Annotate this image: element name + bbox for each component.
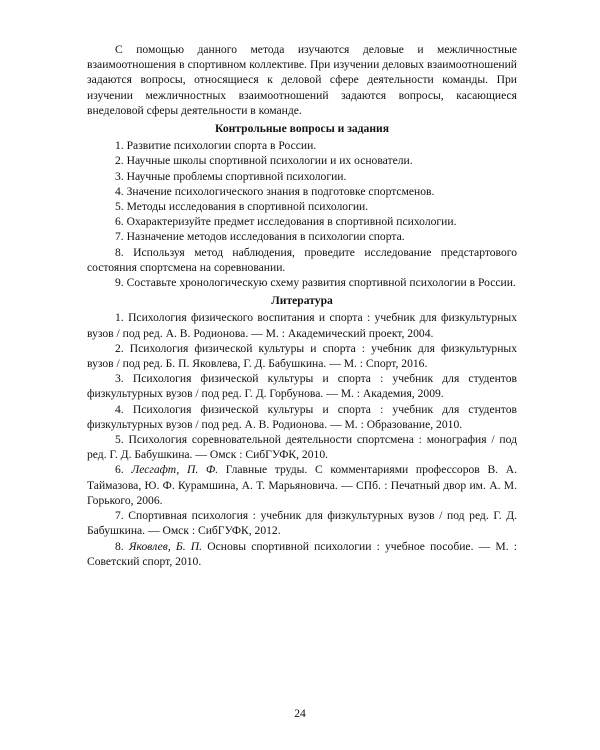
literature-text: Спортивная психология : учебник для физкультурных вузов / под ред. Г. Д. Бабушкина. — Омск : СибГУФК, 2012. [87,509,517,538]
questions-heading: Контрольные вопросы и задания [215,122,389,136]
literature-heading: Литература [271,294,333,308]
question-item: 9. Составьте хронологическую схему развития спортивной психологии в России. [115,276,516,290]
question-item: 5. Методы исследования в спортивной психологии. [115,200,369,214]
literature-list [87,310,517,568]
question-item: 4. Значение психологического знания в подготовке спортсменов. [115,184,435,198]
literature-text: Психология физического воспитания и спорта : учебник для физкультурных вузов / под ред. А. В. Родионова. — М. : Академический проект, 2004. [87,311,517,340]
literature-item [87,371,517,401]
question-item: 1. Развитие психологии спорта в России. [115,139,317,153]
literature-text: Психология соревновательной деятельности спортсмена : монография / под ред. Г. Д. Бабушкина. — Омск : СибГУФК, 2010. [87,433,517,462]
literature-text: Психология физической культуры и спорта : учебник для студентов физкультурных вузов / под ред. Г. Д. Горбунова. — М. : Академия, 2009. [87,372,517,401]
literature-item [87,402,517,432]
literature-text: Основы спортивной психологии : учебное пособие. — М. : Советский спорт, 2010. [87,539,518,568]
page-number: 24 [294,707,306,720]
literature-number: 5. [115,433,129,447]
literature-item [87,539,517,569]
question-item: 8. Используя метод наблюдения, проведите исследование предстартового состояния спортсмена на соревновании. [87,245,517,274]
literature-item [87,310,517,340]
literature-text: Главные труды. С комментариями профессоров В. А. Таймазова, Ю. Ф. Курамшина, А. Т. Марьяновича. — СПб. : Печатный двор им. А. М. Горького, 2006. [87,463,517,507]
literature-item [87,432,517,462]
literature-text: Психология физической культуры и спорта : учебник для физкультурных вузов / под ред. Б. П. Яковлева, Г. Д. Бабушкина. — М. : Спорт, 2016. [87,341,517,371]
literature-text: Психология физической культуры и спорта : учебник для студентов физкультурных вузов / под ред. А. В. Родионова. — М. : Образование, 2010. [87,402,517,431]
question-item: 7. Назначение методов исследования в психологии спорта. [115,230,405,244]
literature-author: Яковлев, Б. П. [128,539,203,553]
literature-item [87,508,517,538]
literature-number: 3. [115,372,133,386]
literature-number: 8. [115,539,129,553]
page-content [87,42,517,569]
literature-number: 6. [115,463,132,477]
literature-number: 2. [115,341,130,355]
questions-list [87,138,517,290]
question-item: 2. Научные школы спортивной психологии и их основатели. [115,154,413,168]
question-item: 6. Охарактеризуйте предмет исследования в спортивной психологии. [115,215,457,229]
question-item: 3. Научные проблемы спортивной психологии. [115,169,347,183]
literature-number: 7. [115,509,129,523]
literature-item [87,462,517,508]
literature-number: 1. [115,311,129,325]
literature-item [87,341,517,371]
intro-paragraph: С помощью данного метода изучаются деловые и межличностные взаимоотношения в спортивном коллективе. При изучении деловых взаимоотношений задаются вопросы, относящиеся к деловой сфере деятельности команды. При изучении межличностных взаимоотношений задаются вопросы, касающиеся внеделовой сферы деятельности в команде. [87,43,517,117]
literature-author: Лесгафт, П. Ф. [131,463,219,477]
literature-number: 4. [115,402,133,416]
